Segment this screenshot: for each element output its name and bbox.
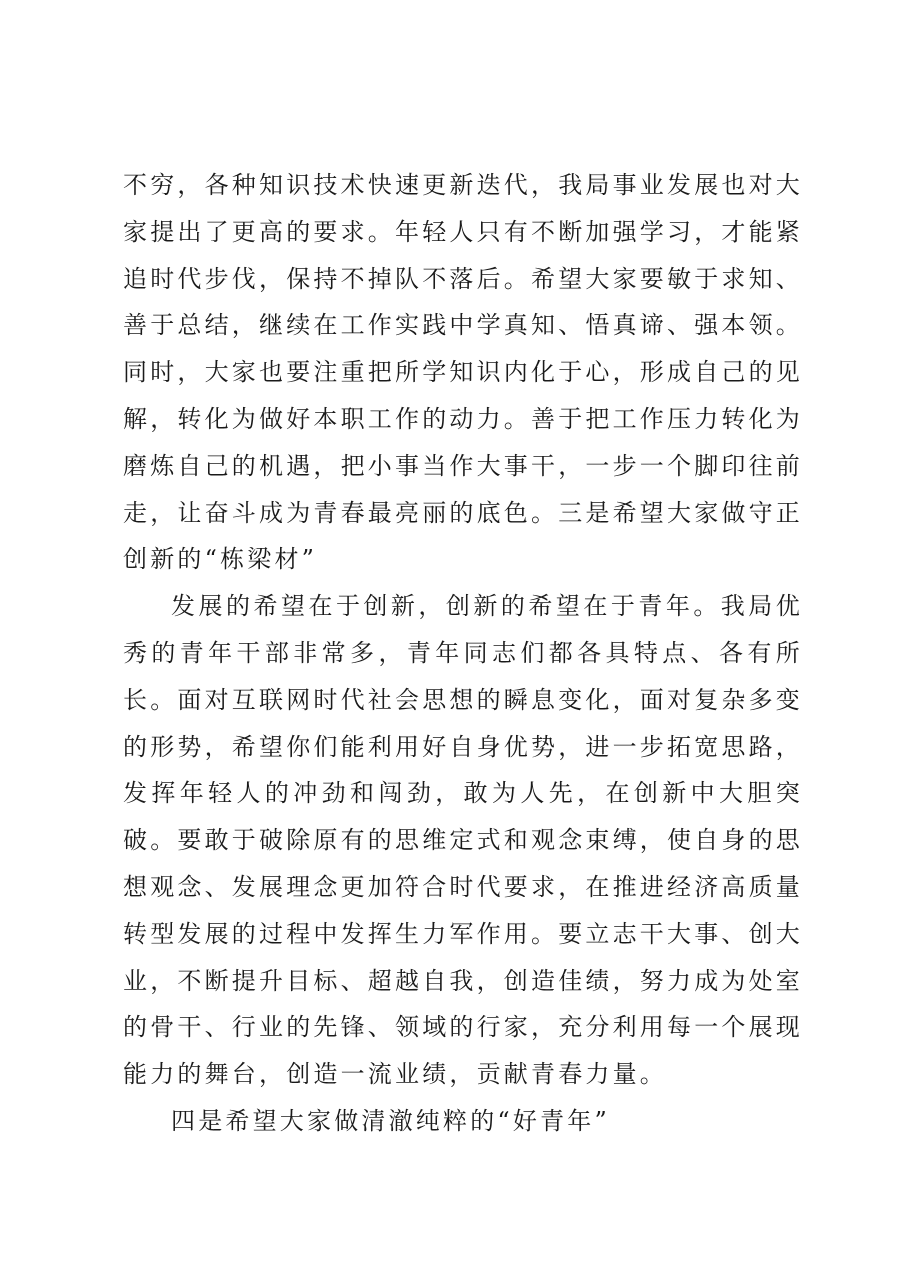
paragraph-innovation: 发展的希望在于创新，创新的希望在于青年。我局优秀的青年干部非常多，青年同志们都各具特点、各有所长。面对互联网时代社会思想的瞬息变化，面对复杂多变的形势，希望你们能利用好自身优势，进一步拓宽思路，发挥年轻人的冲劲和闯劲，敢为人先，在创新中大胆突破。要敢于破除原有的思维定式和观念束缚，使自身的思想观念、发展理念更加符合时代要求，在推进经济高质量转型发展的过程中发挥生力军作用。要立志干大事、创大业，不断提升目标、超越自我，创造佳绩，努力成为处室的骨干、行业的先锋、领域的行家，充分利用每一个展现能力的舞台，创造一流业绩，贡献青春力量。 bbox=[123, 592, 803, 1089]
document-body bbox=[123, 162, 803, 1145]
paragraph-heading-good-youth: 四是希望大家做清澈纯粹的“好青年” bbox=[171, 1106, 610, 1135]
paragraph-continuation: 不穷，各种知识技术快速更新迭代，我局事业发展也对大家提出了更高的要求。年轻人只有不断加强学习，才能紧追时代步伐，保持不掉队不落后。希望大家要敏于求知、善于总结，继续在工作实践中学真知、悟真谛、强本领。同时，大家也要注重把所学知识内化于心，形成自己的见解，转化为做好本职工作的动力。善于把工作压力转化为磨炼自己的机遇，把小事当作大事干，一步一个脚印往前走，让奋斗成为青春最亮丽的底色。三是希望大家做守正创新的“栋梁材” bbox=[123, 171, 803, 574]
